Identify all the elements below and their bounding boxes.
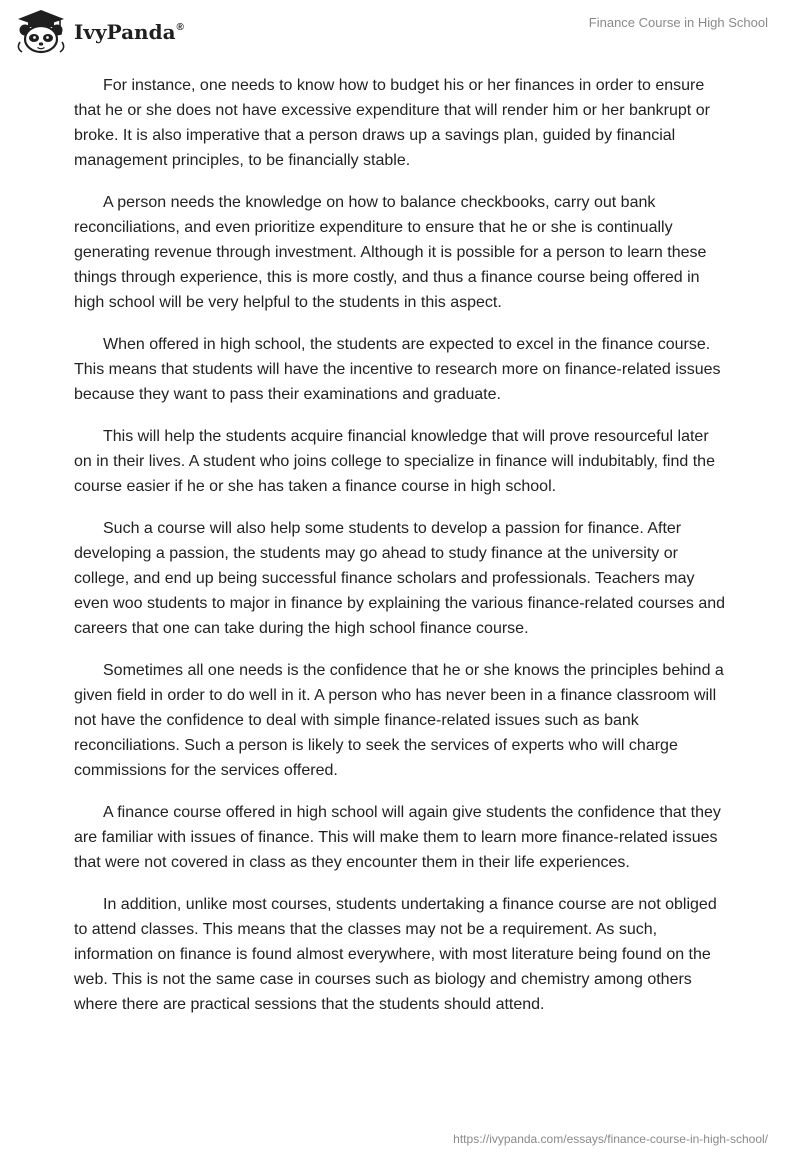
paragraph: This will help the students acquire financial knowledge that will prove resourceful later on in their lives. A student who joins college to specialize in finance will indubitably, find the course easier if he or she has taken a finance course in high school.: [74, 428, 715, 495]
brand-name: IvyPanda®: [74, 20, 184, 44]
panda-graduate-icon: [14, 8, 68, 54]
essay-body: [74, 73, 728, 1034]
paragraph: A finance course offered in high school will again give students the confidence that they are familiar with issues of finance. This will make them to learn more finance-related issues that were not covered in class as they encounter them in their life experiences.: [74, 804, 721, 871]
paragraph: In addition, unlike most courses, students undertaking a finance course are not obliged to attend classes. This means that the classes may not be a requirement. As such, information on finance is found almost everywhere, with most literature being found on the web. This is not the same case in courses such as biology and chemistry among others where there are practical sessions that the students should attend.: [74, 896, 717, 1013]
paragraph: Such a course will also help some students to develop a passion for finance. After developing a passion, the students may go ahead to study finance at the university or college, and end up being successful finance scholars and professionals. Teachers may even woo students to major in finance by explaining the various finance-related courses and careers that one can take during the high school finance course.: [74, 520, 726, 637]
running-title: Finance Course in High School: [588, 15, 768, 30]
paragraph: When offered in high school, the students are expected to excel in the finance course. This means that students will have the incentive to research more on finance-related issues because they want to pass their examinations and graduate.: [74, 336, 721, 403]
paragraph: Sometimes all one needs is the confidence that he or she knows the principles behind a given field in order to do well in it. A person who has never been in a finance classroom will not have the confidence to deal with simple finance-related issues such as bank reconciliations. Such a person is likely to seek the services of experts who will charge commissions for the services offered.: [74, 662, 724, 779]
brand-logo[interactable]: [14, 8, 184, 54]
paragraph: A person needs the knowledge on how to balance checkbooks, carry out bank reconciliations, and even prioritize expenditure to ensure that he or she is continually generating revenue through investment. Although it is possible for a person to learn these things through experience, this is more costly, and thus a finance course being offered in high school will be very helpful to the students in this aspect.: [74, 194, 707, 311]
source-url[interactable]: https://ivypanda.com/essays/finance-course-in-high-school/: [453, 1132, 768, 1146]
registered-mark: ®: [176, 22, 184, 33]
paragraph: For instance, one needs to know how to budget his or her finances in order to ensure that he or she does not have excessive expenditure that will render him or her bankrupt or broke. It is also imperative that a person draws up a savings plan, guided by financial management principles, to be financially stable.: [74, 77, 710, 169]
